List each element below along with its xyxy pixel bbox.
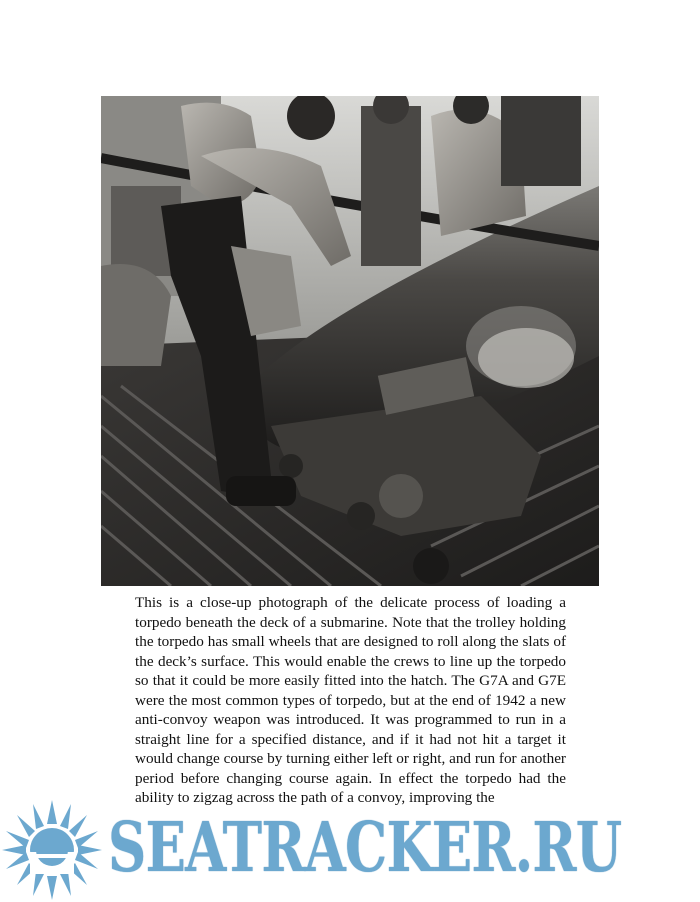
caption-text: This is a close-up photograph of the delicate process of loading a torpedo beneath the deck of a submarine. Note that the trolley holding the torpedo has small wheels that are designed to roll along the slats of the deck’s surface. This would enable the crews to line up the torpedo so that it could be more easily fitted into the hatch. The G7A and G7E were the most common types of torpedo, but at the end of 1942 a new anti-convoy weapon was introduced. It was programmed to run in a straight line for a specified distance, and if it had not hit a target it would change course by turning either left or right, and run for another period before changing course again. In effect the torpedo had the ability to zigzag across the path of a convoy, improving the xyxy=(135,594,566,806)
watermark-text: SEATRACKER.RU xyxy=(108,808,622,888)
watermark xyxy=(0,796,700,902)
sun-logo-icon xyxy=(0,800,104,900)
torpedo-loading-photo xyxy=(101,96,599,586)
